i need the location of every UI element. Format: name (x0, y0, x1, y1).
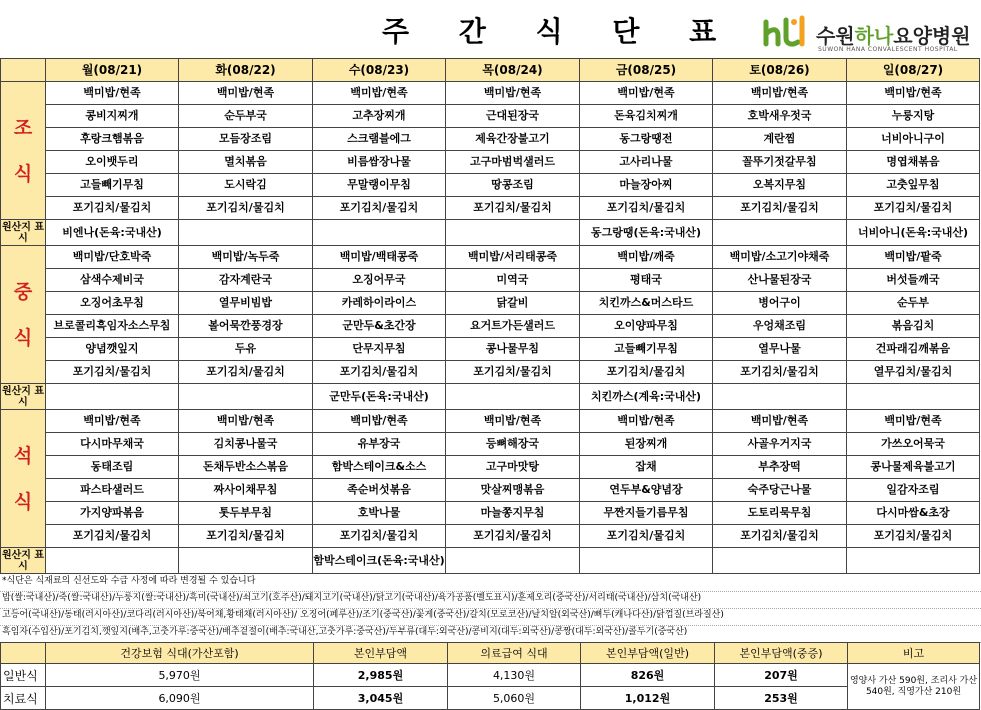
day-header: 토(08/26) (713, 59, 847, 82)
menu-item: 단무지무침 (313, 338, 446, 361)
menu-item: 동태조림 (46, 456, 179, 479)
cost-cell: 4,130원 (448, 664, 581, 687)
menu-item: 오이양파무침 (580, 315, 713, 338)
menu-item: 사골우거지국 (713, 433, 847, 456)
menu-item: 고춧잎무침 (847, 174, 980, 197)
menu-item: 두유 (179, 338, 313, 361)
menu-item: 백미밥/현족 (313, 82, 446, 105)
cost-header: 의료급여 식대 (448, 643, 581, 664)
origin-row (1, 548, 980, 574)
menu-item: 명엽채볶음 (847, 151, 980, 174)
page-header (0, 0, 981, 58)
origin-item: 군만두(돈육:국내산) (313, 384, 446, 410)
menu-item: 포기김치/물김치 (847, 525, 980, 548)
origin-item (713, 384, 847, 410)
menu-item: 계란찜 (713, 128, 847, 151)
origin-item (179, 220, 313, 246)
origin-item (713, 220, 847, 246)
menu-item: 연두부&양념장 (580, 479, 713, 502)
menu-item: 등뼈해장국 (446, 433, 580, 456)
menu-item: 고구마맛탕 (446, 456, 580, 479)
origin-item (847, 384, 980, 410)
menu-row (1, 292, 980, 315)
menu-item: 근대된장국 (446, 105, 580, 128)
menu-item: 잡채 (580, 456, 713, 479)
menu-item: 돈육김치찌개 (580, 105, 713, 128)
menu-item: 순두부국 (179, 105, 313, 128)
menu-row (1, 433, 980, 456)
day-header: 화(08/22) (179, 59, 313, 82)
menu-row (1, 269, 980, 292)
day-header: 수(08/23) (313, 59, 446, 82)
page-title: 주 간 식 단 표 (382, 15, 737, 48)
origin-item (446, 384, 580, 410)
menu-item: 모듬장조림 (179, 128, 313, 151)
menu-item: 백미밥/현족 (179, 410, 313, 433)
cost-cell: 3,045원 (314, 687, 448, 710)
origin-item (446, 548, 580, 574)
menu-item: 백미밥/현족 (46, 410, 179, 433)
origin-item: 치킨까스(계육:국내산) (580, 384, 713, 410)
menu-item: 오징어초무침 (46, 292, 179, 315)
menu-item: 가쓰오어묵국 (847, 433, 980, 456)
menu-item: 포기김치/물김치 (580, 525, 713, 548)
menu-item: 건파래김깨볶음 (847, 338, 980, 361)
meal-label (1, 82, 46, 220)
menu-item: 포기김치/물김치 (46, 197, 179, 220)
hospital-logo-icon (762, 14, 810, 50)
note-line: *식단은 식재료의 신선도와 수급 사정에 따라 변경될 수 있습니다 (0, 575, 981, 592)
menu-item: 백미밥/현족 (713, 410, 847, 433)
cost-cell: 207원 (715, 664, 848, 687)
menu-item: 볼어묵깐풍경장 (179, 315, 313, 338)
menu-item: 볶음김치 (847, 315, 980, 338)
menu-item: 김치콩나물국 (179, 433, 313, 456)
menu-item: 부추장떡 (713, 456, 847, 479)
menu-item: 백미밥/깨죽 (580, 246, 713, 269)
menu-item: 족순버섯볶음 (313, 479, 446, 502)
cost-header: 본인부담액 (314, 643, 448, 664)
menu-item: 병어구이 (713, 292, 847, 315)
meal-label-top: 조 (13, 116, 33, 139)
day-header: 일(08/27) (847, 59, 980, 82)
origin-item (46, 384, 179, 410)
menu-item: 땅콩조림 (446, 174, 580, 197)
note-line: 고등어(국내산)/동태(러시아산)/코다리(러시아산)/북어채,황태채(러시아산)/ 오징어(페루산)/조기(중국산)/꽃게(중국산)/갈치(모로코산)/날치알(외국산)/뼈두(캐나다산)/닭껍질(브라질산) (0, 609, 981, 626)
menu-item: 포기김치/물김치 (847, 197, 980, 220)
origin-item (713, 548, 847, 574)
menu-item: 포기김치/물김치 (179, 525, 313, 548)
menu-item: 제육간장불고기 (446, 128, 580, 151)
menu-item: 우엉채조림 (713, 315, 847, 338)
cost-remark: 영양사 가산 590원, 조리사 가산 540원, 직영가산 210원 (848, 664, 980, 710)
cost-row-label: 일반식 (1, 664, 46, 687)
menu-item: 비름쌈장나물 (313, 151, 446, 174)
menu-item: 백미밥/현족 (46, 82, 179, 105)
menu-item: 파스타샐러드 (46, 479, 179, 502)
menu-item: 오징어무국 (313, 269, 446, 292)
menu-item: 고들빼기무침 (580, 338, 713, 361)
menu-item: 마늘장아찌 (580, 174, 713, 197)
cost-cell: 5,060원 (448, 687, 581, 710)
origin-label: 원산지 표시 (1, 549, 45, 572)
menu-item: 열무비빔밥 (179, 292, 313, 315)
cost-header-row (1, 643, 980, 664)
menu-item: 평태국 (580, 269, 713, 292)
menu-row (1, 82, 980, 105)
hospital-subtitle: SUWON HANA CONVALESCENT HOSPITAL (818, 46, 958, 53)
meal-label-top: 중 (13, 280, 33, 303)
menu-item: 포기김치/물김치 (446, 361, 580, 384)
menu-item: 포기김치/물김치 (713, 361, 847, 384)
menu-item: 너비아니구이 (847, 128, 980, 151)
cost-corner (1, 643, 46, 664)
menu-row (1, 479, 980, 502)
menu-item: 포기김치/물김치 (313, 197, 446, 220)
menu-item: 도시락김 (179, 174, 313, 197)
origin-item: 함박스테이크(돈육:국내산) (313, 548, 446, 574)
menu-item: 숙주당근나물 (713, 479, 847, 502)
menu-item: 된장찌개 (580, 433, 713, 456)
meal-label-bottom: 식 (13, 162, 33, 185)
meal-label-bottom: 식 (13, 326, 33, 349)
cost-header: 건강보험 식대(가산포함) (46, 643, 314, 664)
menu-item: 맛살찌맹볶음 (446, 479, 580, 502)
menu-item: 톳두부무침 (179, 502, 313, 525)
menu-item: 포기김치/물김치 (446, 525, 580, 548)
hospital-logo (762, 14, 977, 54)
cost-cell: 2,985원 (314, 664, 448, 687)
meal-cost-table (0, 642, 980, 710)
menu-item: 유부장국 (313, 433, 446, 456)
origin-item (580, 548, 713, 574)
menu-item: 멸치볶음 (179, 151, 313, 174)
menu-item: 고추장찌개 (313, 105, 446, 128)
menu-item: 도토리묵무침 (713, 502, 847, 525)
menu-item: 누룽지탕 (847, 105, 980, 128)
origin-label: 원산지 표시 (1, 385, 45, 408)
menu-item: 백미밥/현족 (847, 410, 980, 433)
menu-item: 다시마쌈&초장 (847, 502, 980, 525)
origin-item (446, 220, 580, 246)
menu-item: 돈채두반소스볶음 (179, 456, 313, 479)
menu-item: 백미밥/현족 (446, 82, 580, 105)
menu-item: 고들빼기무침 (46, 174, 179, 197)
corner-cell (1, 59, 46, 82)
menu-item: 치킨까스&머스타드 (580, 292, 713, 315)
menu-item: 미역국 (446, 269, 580, 292)
menu-item: 포기김치/물김치 (580, 361, 713, 384)
origin-item (313, 220, 446, 246)
menu-item: 오복지무침 (713, 174, 847, 197)
menu-item: 스크램블에그 (313, 128, 446, 151)
cost-cell: 253원 (715, 687, 848, 710)
menu-item: 열무김치/물김치 (847, 361, 980, 384)
menu-row (1, 525, 980, 548)
menu-item: 포기김치/물김치 (713, 525, 847, 548)
menu-item: 양념깻잎지 (46, 338, 179, 361)
origin-item: 비엔나(돈육:국내산) (46, 220, 179, 246)
menu-item: 포기김치/물김치 (313, 361, 446, 384)
menu-item: 포기김치/물김치 (46, 525, 179, 548)
origin-item (847, 548, 980, 574)
menu-item: 백미밥/현족 (446, 410, 580, 433)
menu-item: 콩나물제육불고기 (847, 456, 980, 479)
menu-item: 다시마무채국 (46, 433, 179, 456)
origin-row (1, 220, 980, 246)
menu-item: 짜사이채무침 (179, 479, 313, 502)
menu-item: 가지양파볶음 (46, 502, 179, 525)
origin-item: 너비아니(돈육:국내산) (847, 220, 980, 246)
menu-row (1, 174, 980, 197)
menu-item: 백미밥/팥죽 (847, 246, 980, 269)
menu-item: 요거트가든샐러드 (446, 315, 580, 338)
menu-item: 콩나물무침 (446, 338, 580, 361)
menu-item: 오이뱃두리 (46, 151, 179, 174)
cost-cell: 6,090원 (46, 687, 314, 710)
menu-item: 마늘쫑지무침 (446, 502, 580, 525)
menu-item: 포기김치/물김치 (446, 197, 580, 220)
note-line: 흑임자(수입산)/포기김치,깻잎지(배추,고춧가루:중국산)/배추겉절이(배추:국내산,고춧가루:중국산)/두부류(대두:외국산)/콩비지(대두:외국산)/콩짱(대두:외국산)/콜두기(중국산) (0, 626, 981, 643)
menu-item: 함박스테이크&소스 (313, 456, 446, 479)
cost-cell: 1,012원 (581, 687, 715, 710)
menu-item: 일감자조림 (847, 479, 980, 502)
menu-row (1, 246, 980, 269)
menu-row (1, 502, 980, 525)
cost-row (1, 687, 980, 710)
menu-item: 포기김치/물김치 (313, 525, 446, 548)
note-line: 밥(쌀:국내산)/죽(쌀:국내산)/누룽지(쌀:국내산)/흑미(국내산)/쇠고기(호주산)/돼지고기(국내산)/닭고기(국내산)/육가공품(벨도표시)/훈제오리(중국산)/서리태(국내산)/삼치(국내산) (0, 592, 981, 609)
menu-item: 고사리나물 (580, 151, 713, 174)
menu-item: 꼴뚜기젓갈무침 (713, 151, 847, 174)
origin-item (179, 384, 313, 410)
menu-item: 무말랭이무침 (313, 174, 446, 197)
menu-item: 카레하이라이스 (313, 292, 446, 315)
menu-item: 포기김치/물김치 (179, 361, 313, 384)
menu-row (1, 197, 980, 220)
meal-label-top: 석 (13, 444, 33, 467)
meal-label (1, 410, 46, 548)
menu-row (1, 151, 980, 174)
cost-header: 본인부담액(일반) (581, 643, 715, 664)
menu-row (1, 456, 980, 479)
weekly-menu-table (0, 58, 980, 574)
menu-item: 백미밥/현족 (580, 410, 713, 433)
menu-item: 후랑크햄볶음 (46, 128, 179, 151)
menu-item: 호박나물 (313, 502, 446, 525)
menu-item: 포기김치/물김치 (713, 197, 847, 220)
menu-item: 포기김치/물김치 (580, 197, 713, 220)
menu-item: 고구마범벅샐러드 (446, 151, 580, 174)
origin-item (179, 548, 313, 574)
cost-header: 비고 (848, 643, 980, 664)
origin-label: 원산지 표시 (1, 221, 45, 244)
origin-item: 동그랑땡(돈육:국내산) (580, 220, 713, 246)
menu-item: 백미밥/현족 (179, 82, 313, 105)
cost-row (1, 664, 980, 687)
origin-row (1, 384, 980, 410)
menu-row (1, 105, 980, 128)
day-header: 목(08/24) (446, 59, 580, 82)
origin-item (46, 548, 179, 574)
menu-item: 호박새우젓국 (713, 105, 847, 128)
menu-item: 백미밥/단호박죽 (46, 246, 179, 269)
menu-item: 산나물된장국 (713, 269, 847, 292)
menu-item: 삼색수제비국 (46, 269, 179, 292)
menu-row (1, 338, 980, 361)
menu-item: 열무나물 (713, 338, 847, 361)
menu-item: 포기김치/물김치 (46, 361, 179, 384)
menu-item: 버섯들깨국 (847, 269, 980, 292)
day-header-row (1, 59, 980, 82)
menu-item: 무짠지들기름무침 (580, 502, 713, 525)
menu-item: 백미밥/현족 (847, 82, 980, 105)
cost-cell: 826원 (581, 664, 715, 687)
hospital-name: 수원하나요양병원 (816, 24, 971, 48)
menu-item: 닭갈비 (446, 292, 580, 315)
menu-item: 동그랑땡전 (580, 128, 713, 151)
notes-section (0, 575, 981, 643)
meal-label-bottom: 식 (13, 490, 33, 513)
menu-item: 백미밥/소고기야채죽 (713, 246, 847, 269)
cost-row-label: 치료식 (1, 687, 46, 710)
menu-item: 백미밥/녹두죽 (179, 246, 313, 269)
menu-item: 순두부 (847, 292, 980, 315)
menu-item: 군만두&초간장 (313, 315, 446, 338)
menu-item: 백미밥/서리태콩죽 (446, 246, 580, 269)
menu-item: 백미밥/현족 (580, 82, 713, 105)
menu-row (1, 315, 980, 338)
day-header: 금(08/25) (580, 59, 713, 82)
menu-item: 백미밥/현족 (313, 410, 446, 433)
menu-item: 콩비지찌개 (46, 105, 179, 128)
menu-item: 백미밥/백태콩죽 (313, 246, 446, 269)
menu-item: 감자계란국 (179, 269, 313, 292)
day-header: 월(08/21) (46, 59, 179, 82)
menu-item: 브로콜리흑임자소스무침 (46, 315, 179, 338)
menu-row (1, 361, 980, 384)
cost-header: 본인부담액(중증) (715, 643, 848, 664)
cost-cell: 5,970원 (46, 664, 314, 687)
menu-item: 백미밥/현족 (713, 82, 847, 105)
menu-row (1, 128, 980, 151)
meal-label (1, 246, 46, 384)
menu-item: 포기김치/물김치 (179, 197, 313, 220)
menu-row (1, 410, 980, 433)
